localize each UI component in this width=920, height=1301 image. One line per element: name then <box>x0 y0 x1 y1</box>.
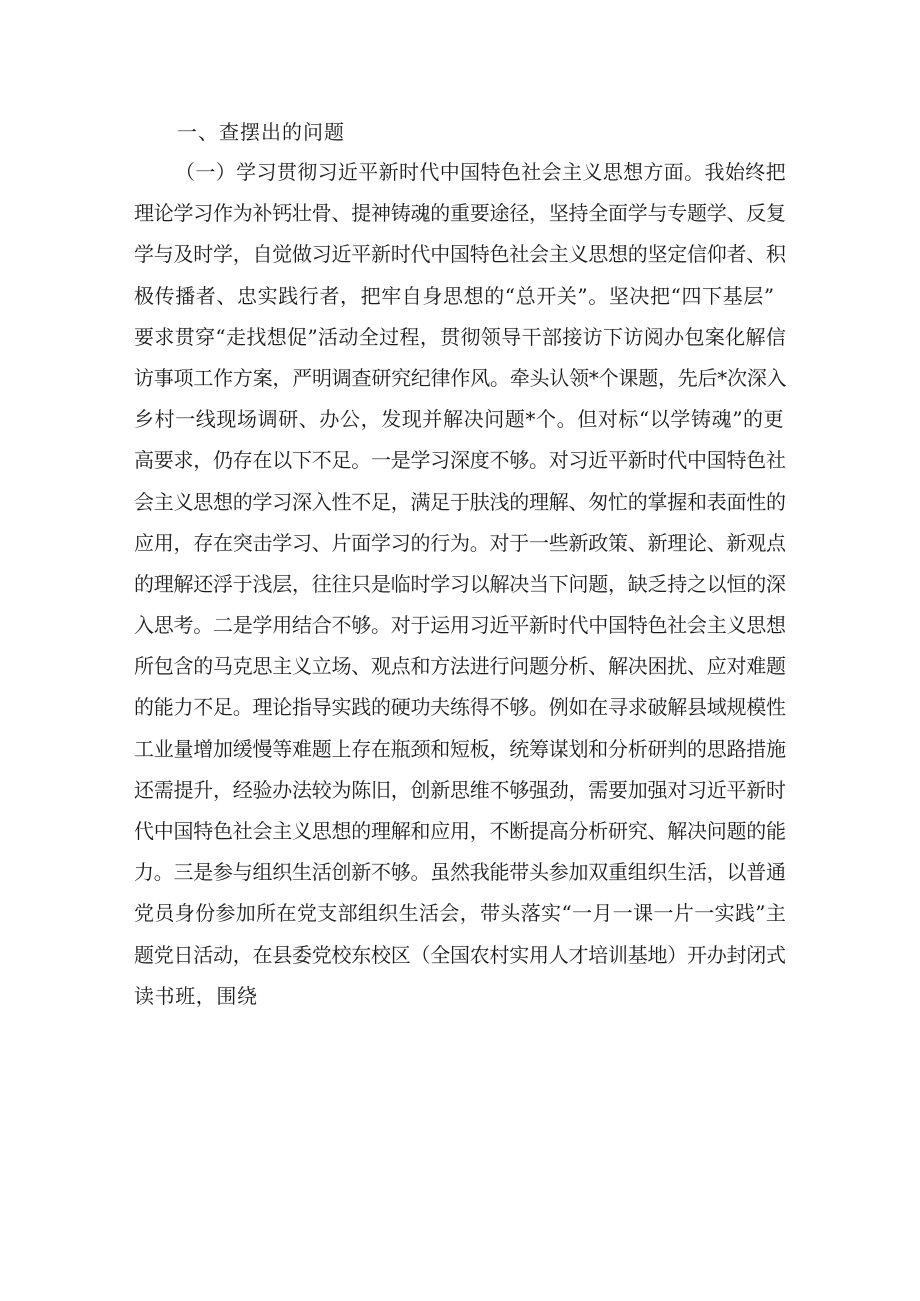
text-line: 会主义思想的学习深入性不足，满足于肤浅的理解、匆忙的掌握和表面性的 <box>134 489 786 514</box>
text-line: 读书班，围绕 <box>134 983 258 1008</box>
text-line: 的理解还浮于浅层，往往只是临时学习以解决当下问题，缺乏持之以恒的深 <box>134 571 786 596</box>
text-line: 的能力不足。理论指导实践的硬功夫练得不够。例如在寻求破解县域规模性 <box>134 695 786 720</box>
text-line: 所包含的马克思主义立场、观点和方法进行问题分析、解决困扰、应对难题 <box>134 654 786 679</box>
text-line: 学与及时学，自觉做习近平新时代中国特色社会主义思想的坚定信仰者、积 <box>134 242 786 267</box>
text-line: 理论学习作为补钙壮骨、提神铸魂的重要途径，坚持全面学与专题学、反复 <box>134 201 786 226</box>
paragraph-body <box>134 152 786 1017</box>
text-line: 高要求，仍存在以下不足。一是学习深度不够。对习近平新时代中国特色社 <box>134 448 786 473</box>
section-heading: 一、查摆出的问题 <box>177 120 345 144</box>
text-line: 访事项工作方案，严明调查研究纪律作风。牵头认领*个课题，先后*次深入 <box>134 365 787 390</box>
text-line: 力。三是参与组织生活创新不够。虽然我能带头参加双重组织生活，以普通 <box>134 860 786 885</box>
text-line: 极传播者、忠实践行者，把牢自身思想的“总开关”。坚决把“四下基层” <box>134 283 775 308</box>
text-line: 入思考。二是学用结合不够。对于运用习近平新时代中国特色社会主义思想 <box>134 613 786 638</box>
text-line: 党员身份参加所在党支部组织生活会，带头落实“一月一课一片一实践”主 <box>134 901 787 926</box>
text-line: 应用，存在突击学习、片面学习的行为。对于一些新政策、新理论、新观点 <box>134 530 786 555</box>
text-line: 题党日活动，在县委党校东校区（全国农村实用人才培训基地）开办封闭式 <box>134 942 786 967</box>
text-line: 乡村一线现场调研、办公，发现并解决问题*个。但对标“以学铸魂”的更 <box>134 407 785 432</box>
text-line: 代中国特色社会主义思想的理解和应用，不断提高分析研究、解决问题的能 <box>134 819 786 843</box>
text-line: （一）学习贯彻习近平新时代中国特色社会主义思想方面。我始终把 <box>175 160 786 184</box>
text-line: 工业量增加缓慢等难题上存在瓶颈和短板，统筹谋划和分析研判的思路措施 <box>134 736 786 761</box>
text-line: 要求贯穿“走找想促”活动全过程，贯彻领导干部接访下访阅办包案化解信 <box>134 324 787 349</box>
text-line: 还需提升，经验办法较为陈旧，创新思维不够强劲，需要加强对习近平新时 <box>134 777 786 802</box>
